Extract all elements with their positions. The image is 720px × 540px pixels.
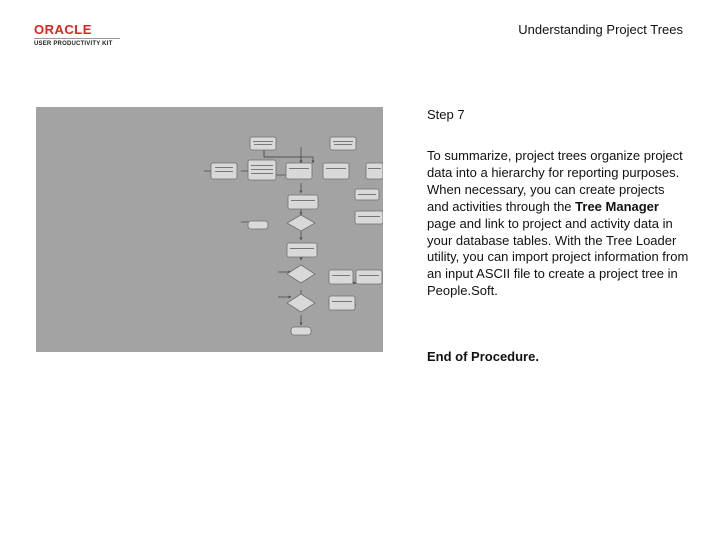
flow-box [330, 137, 356, 150]
flow-box [329, 270, 353, 284]
flow-box [323, 163, 349, 179]
end-of-procedure-label: End of Procedure. [427, 349, 539, 364]
logo-brand: ORACLE [34, 22, 92, 37]
page-title: Understanding Project Trees [518, 22, 683, 37]
flow-box [287, 243, 317, 257]
description-text-end: page and link to project and activity data in your database tables. With the Tree Loader utility, you can import project information from an input ASCII file to create a project tree in People.Soft. [427, 215, 689, 299]
flow-box [288, 195, 318, 209]
tree-manager-term: Tree Manager [575, 198, 659, 214]
flow-box [355, 211, 383, 224]
description-text-start: To summarize, project trees organize project data into a hierarchy for reporting purposes. When necessary, you can create projects and activities through the [427, 148, 683, 214]
flow-box [250, 137, 276, 150]
flow-box [329, 296, 355, 310]
step-label: Step 7 [427, 107, 465, 122]
flow-box [248, 221, 268, 229]
logo-product: USER PRODUCTIVITY KIT [34, 38, 120, 48]
step-description [427, 148, 689, 300]
flow-box [356, 270, 382, 284]
oracle-logo [34, 24, 126, 48]
flow-decision [287, 215, 315, 231]
process-flow-figure [36, 107, 383, 352]
flow-box [291, 327, 311, 335]
flow-decision [287, 294, 315, 312]
flowchart-diagram [36, 107, 383, 352]
flow-box [366, 163, 383, 179]
flow-box [286, 163, 312, 179]
flow-decision [287, 265, 315, 283]
